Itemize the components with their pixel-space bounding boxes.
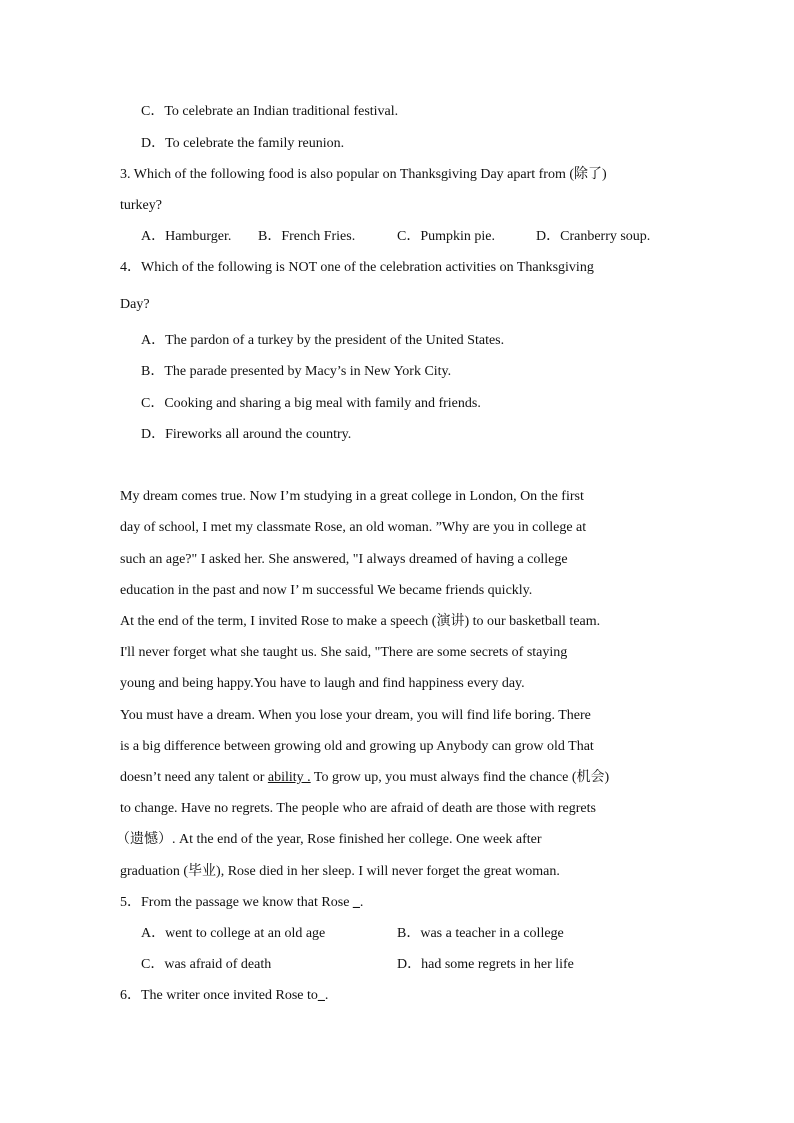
q6-stem-end: . [324,988,329,1003]
passage-line: My dream comes true. Now I’m studying in a great college in London, On the first [120,489,584,504]
underlined-word-ability: ability . [267,770,311,785]
q3-stem-line1: 3. Which of the following food is also popular on Thanksgiving Day apart from (除了) [120,167,607,182]
passage-line: （遗憾）. At the end of the year, Rose finished her college. One week after [116,832,542,847]
passage-text: To grow up, you must always find the chance (机会) [310,770,610,785]
q6-stem [120,987,328,1005]
q5-option-c: C．was afraid of death [141,957,272,972]
q2-option-d: D．To celebrate the family reunion. [141,136,345,151]
q3-option-d: D．Cranberry soup. [536,229,651,244]
q4-stem-line1: 4．Which of the following is NOT one of the celebration activities on Thanksgiving [120,260,594,275]
passage-line: You must have a dream. When you lose your dream, you will find life boring. There [120,708,591,723]
passage-line: is a big difference between growing old and growing up Anybody can grow old That [120,739,594,754]
q6-answer-blank: _ [317,988,325,1003]
passage-line: graduation (毕业), Rose died in her sleep. I will never forget the great woman. [120,864,560,879]
passage-line: education in the past and now I’ m successful We became friends quickly. [120,583,533,598]
q5-option-b: B．was a teacher in a college [397,926,564,941]
q5-stem-end: . [359,895,364,910]
q3-option-b: B．French Fries. [258,229,356,244]
passage-line: At the end of the term, I invited Rose to make a speech (演讲) to our basketball team. [120,614,601,629]
q5-option-d: D．had some regrets in her life [397,957,574,972]
passage-line: young and being happy.You have to laugh and find happiness every day. [120,676,525,691]
passage-line: such an age?" I asked her. She answered, "I always dreamed of having a college [120,552,568,567]
q4-option-a: A．The pardon of a turkey by the president of the United States. [141,333,505,348]
q2-option-c: C．To celebrate an Indian traditional festival. [141,104,399,119]
q5-stem-text: 5．From the passage we know that Rose [120,895,353,910]
passage-line: day of school, I met my classmate Rose, an old woman. ”Why are you in college at [120,520,587,535]
q5-answer-blank: _ [352,895,360,910]
q3-option-a: A．Hamburger. [141,229,232,244]
q6-stem-text: 6．The writer once invited Rose to [120,988,318,1003]
q5-option-a: A．went to college at an old age [141,926,326,941]
q4-option-b: B．The parade presented by Macy’s in New York City. [141,364,452,379]
q5-stem [120,894,363,912]
q3-stem-line2: turkey? [120,198,162,213]
q4-stem-line2: Day? [120,297,150,312]
passage-line: I'll never forget what she taught us. She said, "There are some secrets of staying [120,645,568,660]
q4-option-d: D．Fireworks all around the country. [141,427,352,442]
passage-line [120,769,609,787]
passage-text: doesn’t need any talent or [120,770,268,785]
passage-line: to change. Have no regrets. The people who are afraid of death are those with regrets [120,801,596,816]
q3-option-c: C．Pumpkin pie. [397,229,496,244]
q4-option-c: C．Cooking and sharing a big meal with family and friends. [141,396,481,411]
